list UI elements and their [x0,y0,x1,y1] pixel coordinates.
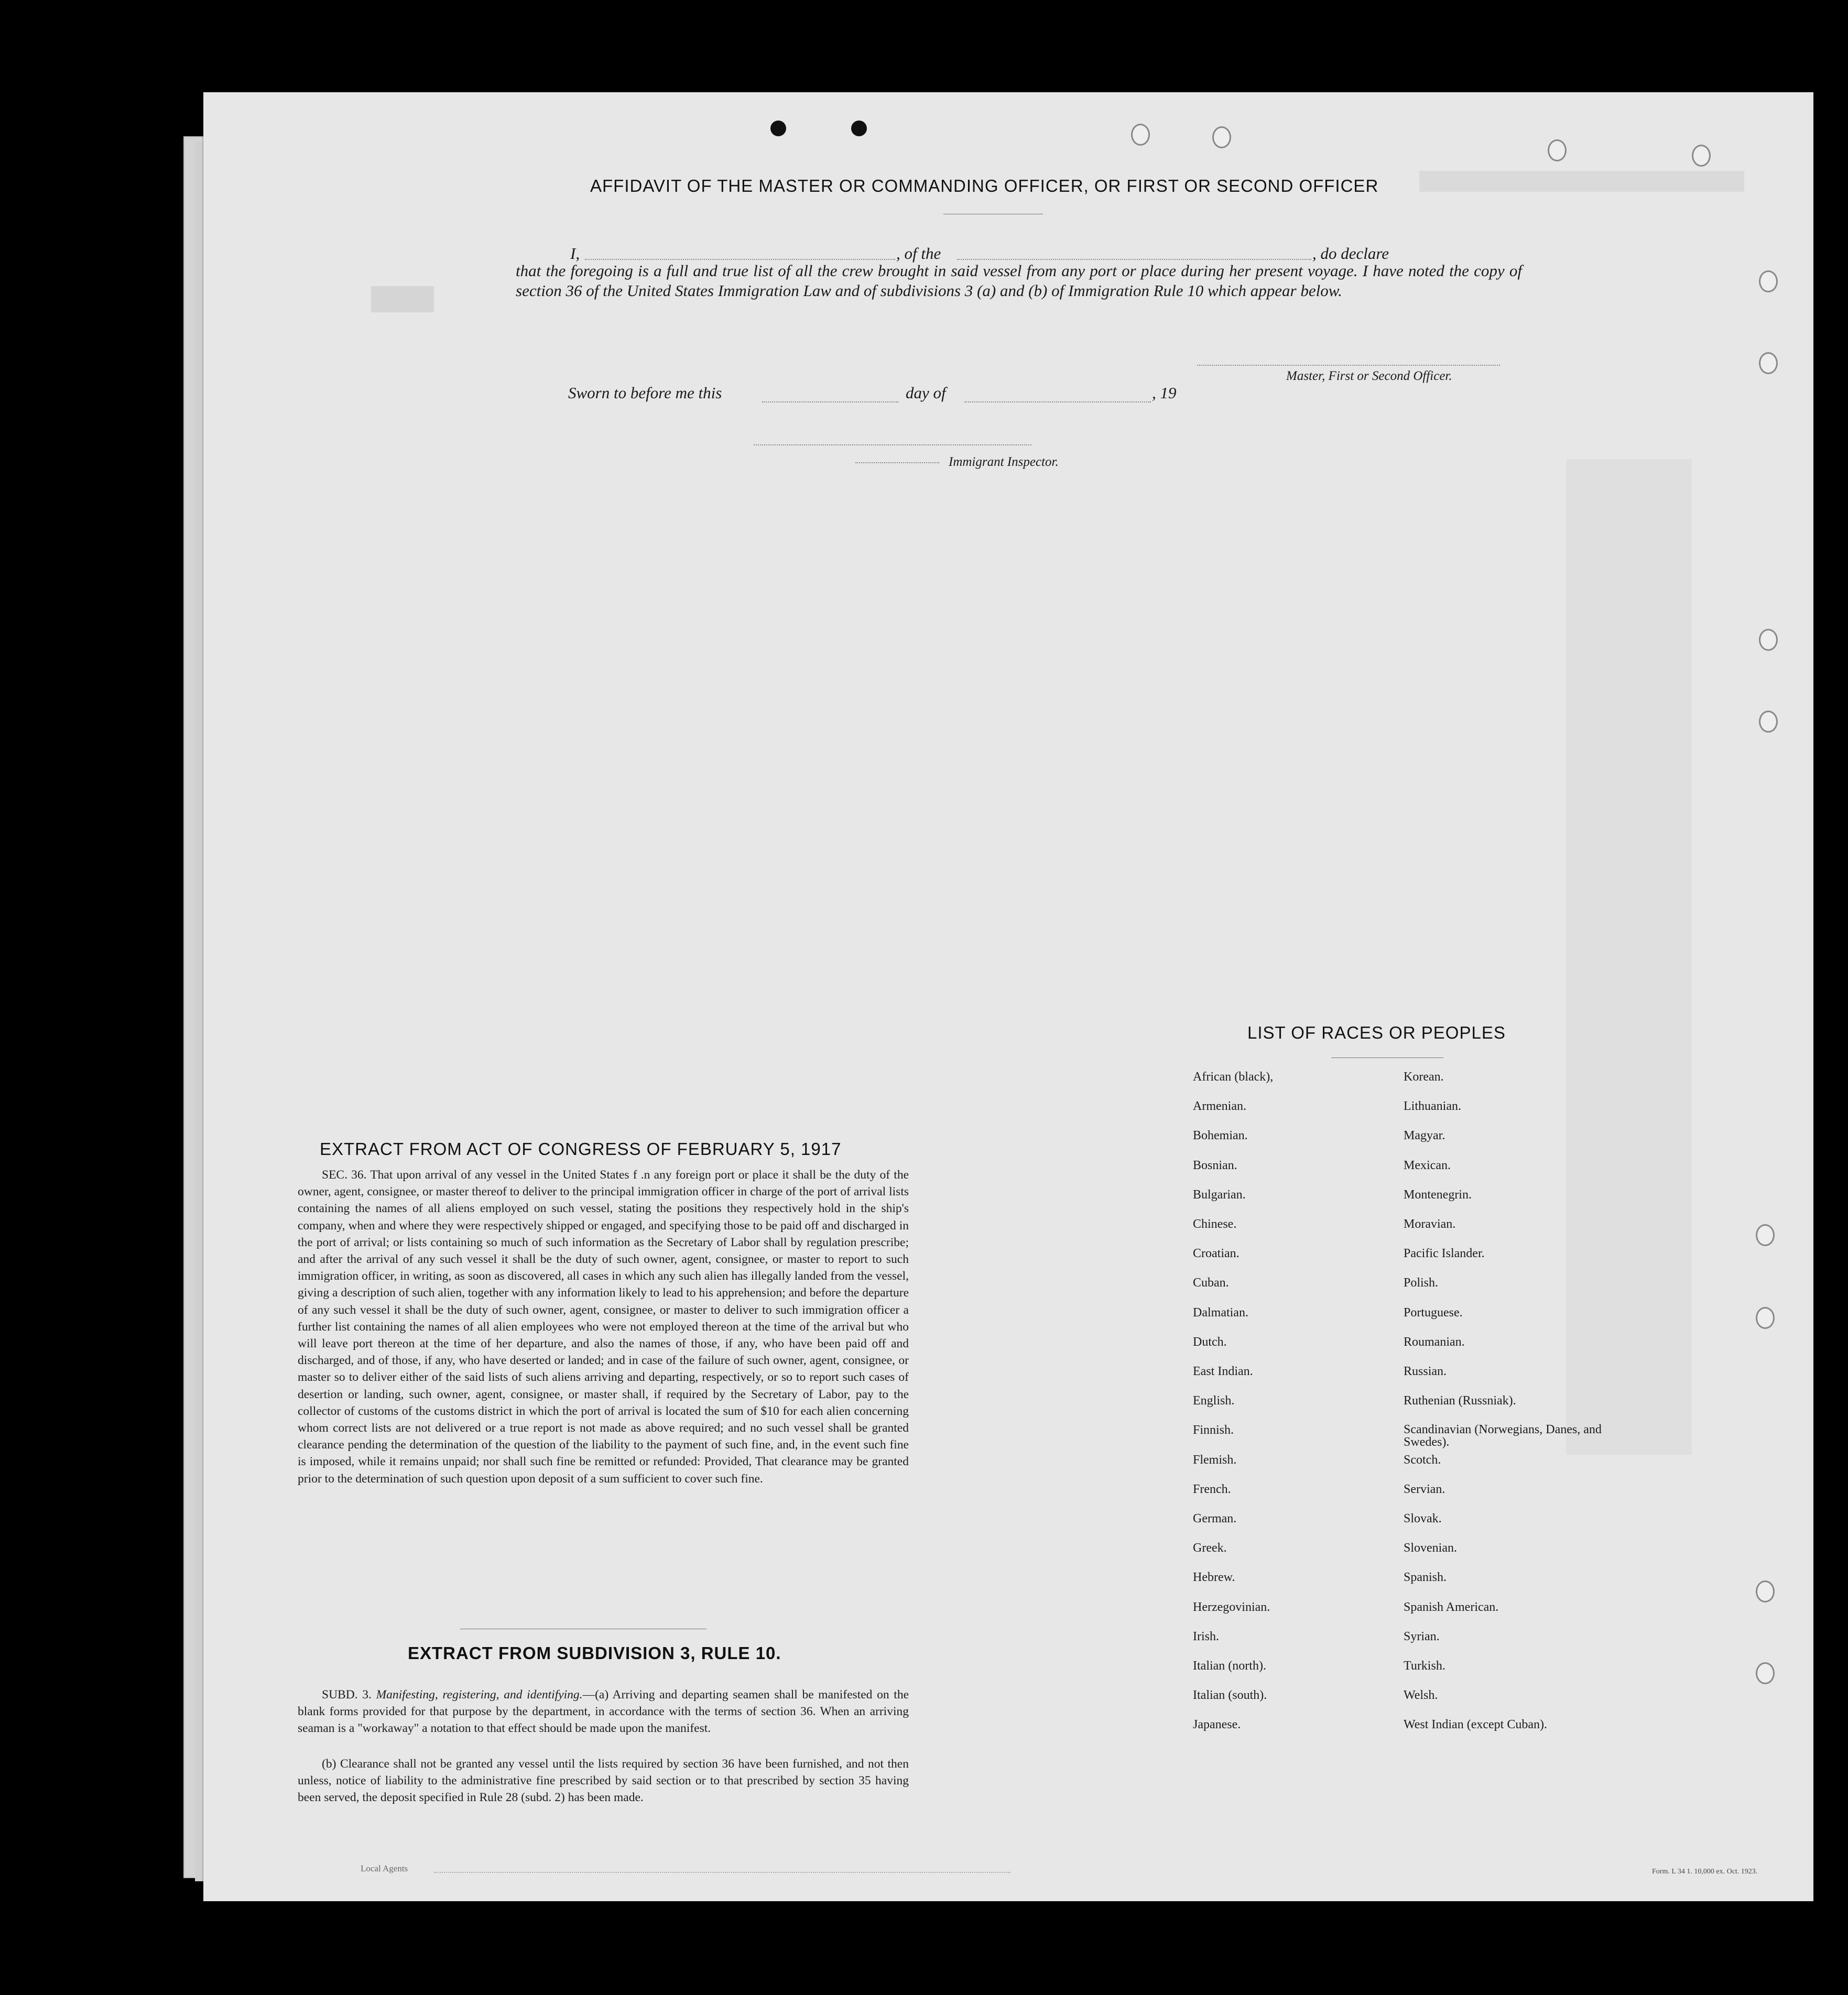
race-item: Portuguese. [1404,1305,1463,1320]
local-agents-blank [434,1872,1010,1873]
binder-hole [1756,1307,1775,1329]
race-item: Montenegrin. [1404,1187,1472,1202]
race-item: Dalmatian. [1193,1305,1248,1320]
race-item: French. [1193,1482,1231,1496]
race-item: Scotch. [1404,1453,1441,1467]
race-item: Moravian. [1404,1217,1456,1231]
binder-hole [1756,1224,1775,1246]
race-item: Croatian. [1193,1247,1240,1261]
local-agents-label: Local Agents [361,1863,408,1873]
name-blank [585,259,895,260]
race-item: East Indian. [1193,1365,1253,1378]
sworn-label: Sworn to before me this [568,384,722,402]
bleed-through-mark [1419,171,1744,192]
race-item: Cuban. [1193,1276,1229,1290]
sworn-day-blank [762,401,898,402]
race-item: Italian (north). [1193,1659,1266,1673]
race-item: Bohemian. [1193,1129,1248,1143]
subd-heading: Manifesting, registering, and identifying. [376,1688,583,1702]
race-item: Finnish. [1193,1423,1234,1437]
race-item: Irish. [1193,1629,1219,1643]
race-item: Chinese. [1193,1217,1237,1231]
day-of-label: day of [906,384,946,402]
race-item: Pacific Islander. [1404,1247,1485,1261]
race-item: Syrian. [1404,1629,1440,1643]
binder-hole [1759,629,1778,651]
affidavit-title: AFFIDAVIT OF THE MASTER OR COMMANDING OFFICER, OR FIRST OR SECOND OFFICER [590,176,1379,195]
race-item: Bulgarian. [1193,1187,1246,1202]
race-item: Italian (south). [1193,1688,1267,1703]
binder-hole [1692,145,1711,167]
race-item: Spanish. [1404,1571,1447,1585]
subd-text: —(a) Arriving and departing seamen shall be manifested on the blank forms provided for that purpose by the department, in accordance with the terms of section 36. When an arriving seaman is a "workaway" a notation to that effect should be made upon the manifest. [298,1688,909,1736]
race-item: German. [1193,1512,1237,1525]
inspector-signature-line [754,444,1031,445]
binder-hole [1759,711,1778,733]
race-item: Bosnian. [1193,1158,1237,1172]
race-item: African (black), [1193,1070,1274,1084]
master-caption: Master, First or Second Officer. [1286,369,1452,383]
race-item: Scandinavian (Norwegians, Danes, and Swedes). [1404,1423,1602,1449]
race-item: Herzegovinian. [1193,1600,1270,1614]
sworn-month-blank [964,401,1151,402]
race-item: Japanese. [1193,1718,1241,1732]
bleed-through-mark [1566,459,1692,1455]
extract-rule-b: (b) Clearance shall not be granted any vessel until the lists required by section 36 have been furnished, and not then unless, notice of liability to the administrative fine prescribed by said section or to that prescribed by section 35 having been served, the deposit specified in Rule 28 (subd. 2) has been made. [298,1757,909,1805]
subd-prefix: SUBD. 3. [322,1688,376,1702]
binder-hole [1212,126,1231,148]
race-item: Hebrew. [1193,1571,1235,1585]
race-item: Flemish. [1193,1453,1237,1467]
manifest-page [203,92,1813,1901]
vessel-blank [957,259,1311,260]
race-item: Slovak. [1404,1512,1442,1525]
race-item: Turkish. [1404,1659,1445,1673]
extract-act-text: SEC. 36. That upon arrival of any vessel in the United States f .n any foreign port or place it shall be the duty of the owner, agent, consignee, or master thereof to deliver to the principal immigration officer in charge of the port of arrival lists containing the names of all aliens employed on such vessel, stating the positions they respectively hold in the ship's company, when and where they were respectively shipped or engaged, and specifying those to be paid off and discharged in the port of arrival; or lists containing so much of such information as the Secretary of Labor shall by regulation prescribe; and after the arrival of any such vessel it shall be the duty of such owner, agent, consignee, or master to report to such immigration officer, in writing, as soon as discovered, all cases in which any such alien has illegally landed from the vessel, giving a description of such alien, together with any information likely to lead to his apprehension; and before the departure of any such vessel it shall be the duty of such owner, agent, consignee, or master to deliver to such immigration officer a further list containing the names of all alien employees who were not employed thereon at the time of the arrival but who will leave port thereon at the time of her departure, and also the names of those, if any, who have been paid off and discharged, and of those, if any, who have deserted or landed; and in case of the failure of such owner, agent, consignee, or master so to deliver either of the said lists of such aliens arriving and departing, respectively, or so to report such cases of desertion or landing, such owner, agent, consignee, or master shall, if required by the Secretary of Labor, pay to the collector of customs of the customs district in which the port of arrival is located the sum of $10 for each alien concerning whom correct lists are not delivered or a true report is not made as above required; and no such vessel shall be granted clearance pending the determination of the question of the liability to the payment of such fine, and, in the event such fine is imposed, while it remains unpaid; nor shall such fine be remitted or refunded: Provided, That clearance may be granted prior to the determination of such question upon deposit of a sum sufficient to cover such fine. [298,1168,909,1486]
binder-hole [1131,124,1150,146]
race-item: Polish. [1404,1276,1439,1290]
punch-hole [851,121,867,136]
race-item: Spanish American. [1404,1600,1499,1614]
binder-hole [1756,1580,1775,1602]
race-item: Ruthenian (Russniak). [1404,1394,1516,1408]
race-item: Magyar. [1404,1129,1445,1143]
binder-hole [1548,139,1567,161]
race-item: Mexican. [1404,1158,1451,1172]
race-item: West Indian (except Cuban). [1404,1718,1547,1732]
affidavit-body: that the foregoing is a full and true list of all the crew brought in said vessel from any port or place during her present voyage. I have noted the copy of section 36 of the United States Immigration Law and of subdivisions 3 (a) and (b) of Immigration Rule 10 which appear below. [516,261,1522,300]
bleed-through-mark [371,286,434,312]
race-item: Lithuanian. [1404,1099,1461,1114]
race-item: Armenian. [1193,1099,1246,1114]
extract-rule-title: EXTRACT FROM SUBDIVISION 3, RULE 10. [408,1643,781,1663]
race-item: Greek. [1193,1541,1227,1555]
binder-hole [1759,352,1778,374]
race-item: English. [1193,1394,1235,1408]
race-item: Servian. [1404,1482,1445,1496]
race-item: Dutch. [1193,1335,1227,1349]
binder-hole [1756,1662,1775,1684]
races-title: LIST OF RACES OR PEOPLES [1247,1023,1506,1042]
extract-act-title: EXTRACT FROM ACT OF CONGRESS OF FEBRUARY 5, 1917 [320,1139,842,1159]
race-item: Russian. [1404,1365,1447,1378]
affidavit-of-the: , of the [896,244,941,263]
affidavit-i-label: I, [570,244,580,263]
extract-rule-subd [298,1686,909,1737]
race-item: Welsh. [1404,1688,1438,1703]
inspector-signature-line [855,462,939,463]
race-item: Korean. [1404,1070,1444,1084]
form-number: Form. L 34 1. 10,000 ex. Oct. 1923. [1652,1868,1758,1876]
punch-hole [770,121,786,136]
race-item: Roumanian. [1404,1335,1465,1349]
race-item: Slovenian. [1404,1541,1457,1555]
master-signature-line [1197,365,1500,366]
year-label: , 19 [1152,384,1177,402]
binder-hole [1759,270,1778,292]
inspector-caption: Immigrant Inspector. [949,455,1059,469]
affidavit-do-declare: , do declare [1312,244,1389,263]
